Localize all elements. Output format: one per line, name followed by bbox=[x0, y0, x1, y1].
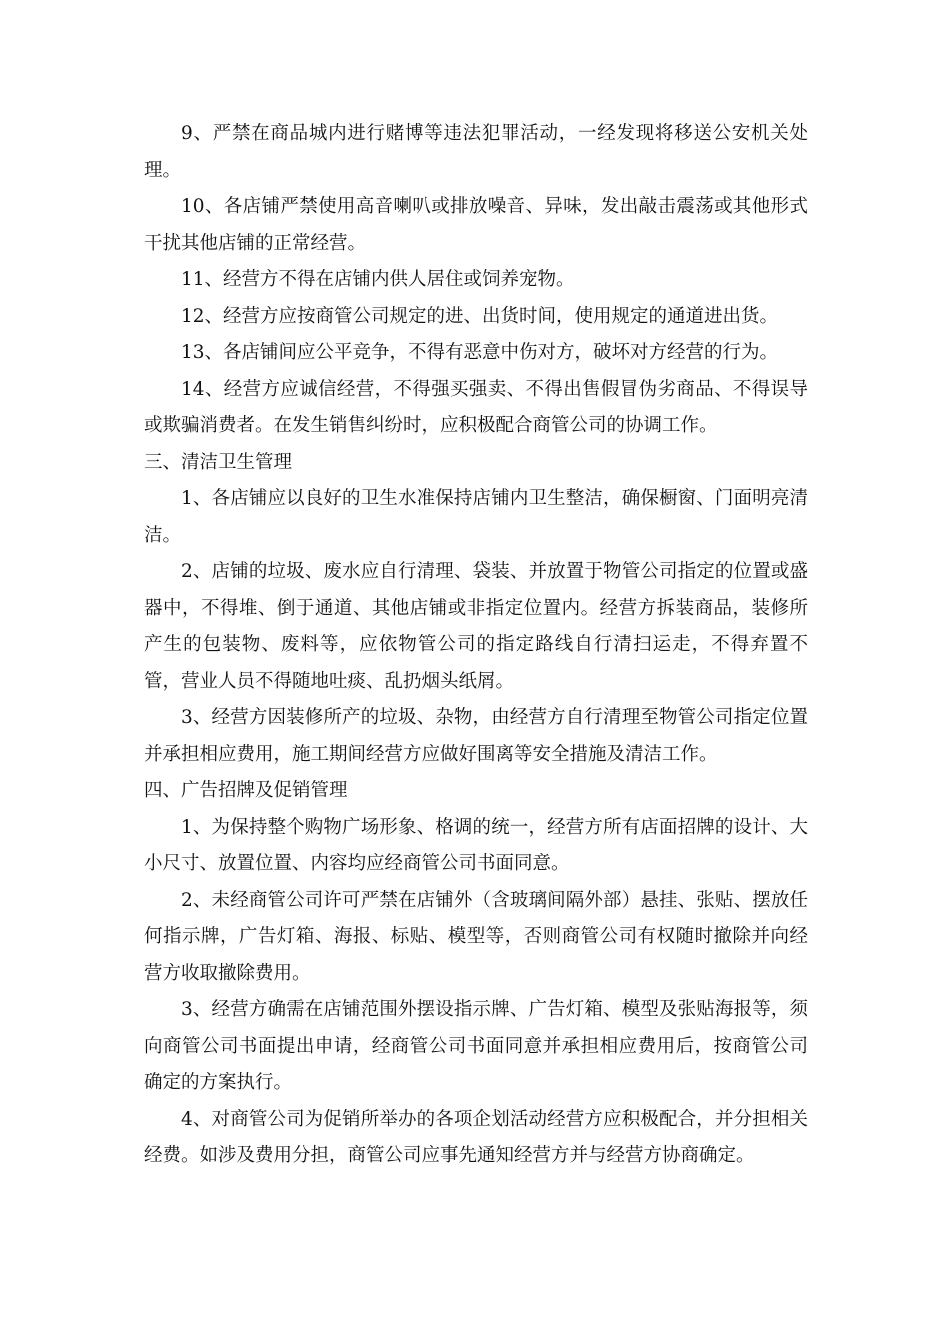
document-body bbox=[144, 116, 808, 1175]
section-heading-advertising: 四、广告招牌及促销管理 bbox=[144, 780, 348, 801]
cleaning-item-3: 3、经营方因装修所产的垃圾、杂物，由经营方自行清理至物管公司指定位置并承担相应费用，施工期间经营方应做好围离等安全措施及清洁工作。 bbox=[144, 707, 808, 765]
rule-item-10: 10、各店铺严禁使用高音喇叭或排放噪音、异味，发出敲击震荡或其他形式干扰其他店铺的正常经营。 bbox=[144, 196, 808, 254]
advertising-item-1: 1、为保持整个购物广场形象、格调的统一，经营方所有店面招牌的设计、大小尺寸、放置位置、内容均应经商管公司书面同意。 bbox=[144, 816, 808, 874]
advertising-item-2: 2、未经商管公司许可严禁在店铺外（含玻璃间隔外部）悬挂、张贴、摆放任何指示牌，广告灯箱、海报、标贴、模型等，否则商管公司有权随时撤除并向经营方收取撤除费用。 bbox=[144, 889, 808, 984]
section-heading-cleaning: 三、清洁卫生管理 bbox=[144, 451, 293, 473]
cleaning-item-2: 2、店铺的垃圾、废水应自行清理、袋装、并放置于物管公司指定的位置或盛器中，不得堆、倒于通道、其他店铺或非指定位置内。经营方拆装商品，装修所产生的包装物、废料等，应依物管公司的指定路线自行清扫运走，不得弃置不管，营业人员不得随地吐痰、乱扔烟头纸屑。 bbox=[144, 561, 808, 692]
advertising-item-4: 4、对商管公司为促销所举办的各项企划活动经营方应积极配合，并分担相关经费。如涉及费用分担，商管公司应事先通知经营方并与经营方协商确定。 bbox=[144, 1108, 808, 1166]
advertising-item-3: 3、经营方确需在店铺范围外摆设指示牌、广告灯箱、模型及张贴海报等，须向商管公司书面提出申请，经商管公司书面同意并承担相应费用后，按商管公司确定的方案执行。 bbox=[144, 999, 808, 1093]
rule-item-14: 14、经营方应诚信经营，不得强买强卖、不得出售假冒伪劣商品、不得误导或欺骗消费者。在发生销售纠纷时，应积极配合商管公司的协调工作。 bbox=[144, 378, 808, 436]
rule-item-9: 9、严禁在商品城内进行赌博等违法犯罪活动，一经发现将移送公安机关处理。 bbox=[144, 123, 808, 181]
cleaning-item-1: 1、各店铺应以良好的卫生水准保持店铺内卫生整洁，确保橱窗、门面明亮清洁。 bbox=[144, 488, 808, 546]
rule-item-11: 11、经营方不得在店铺内供人居住或饲养宠物。 bbox=[181, 269, 575, 290]
rule-item-12: 12、经营方应按商管公司规定的进、出货时间，使用规定的通道进出货。 bbox=[181, 305, 779, 327]
rule-item-13: 13、各店铺间应公平竞争，不得有恶意中伤对方，破坏对方经营的行为。 bbox=[181, 342, 779, 363]
